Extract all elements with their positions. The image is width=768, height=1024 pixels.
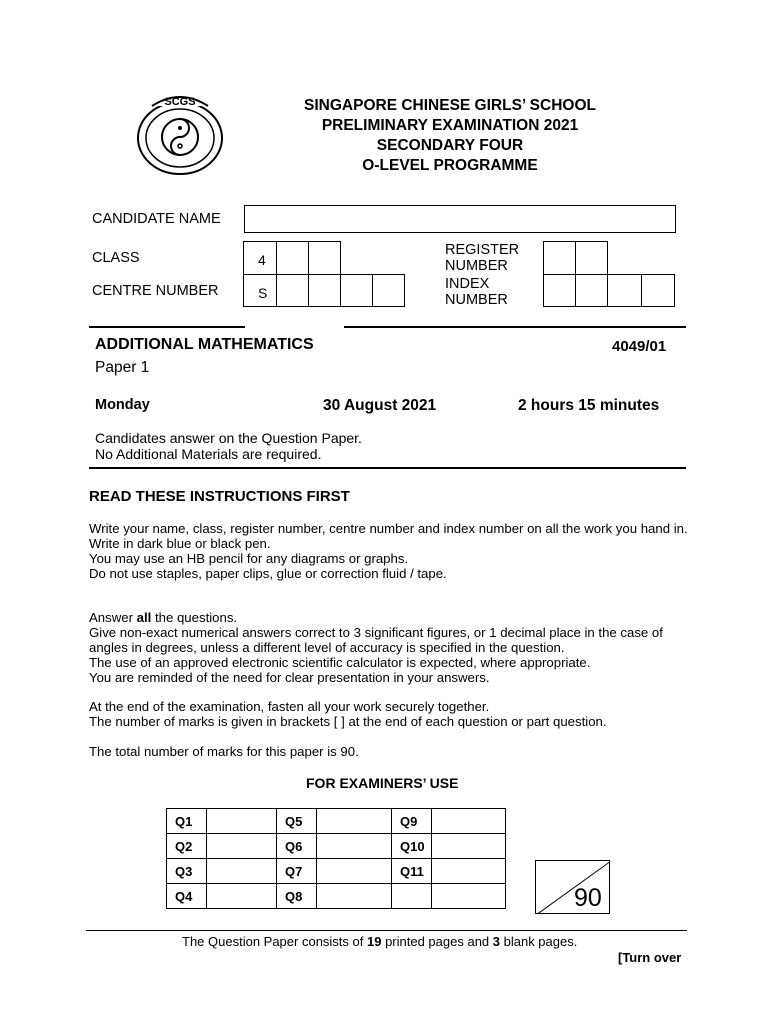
question-label bbox=[392, 884, 432, 909]
score-cell[interactable] bbox=[317, 834, 392, 859]
exam-date: 30 August 2021 bbox=[323, 397, 437, 414]
score-cell[interactable] bbox=[432, 834, 506, 859]
question-label: Q8 bbox=[277, 884, 317, 909]
register-label-line1: REGISTER bbox=[445, 242, 520, 258]
score-cell[interactable] bbox=[317, 809, 392, 834]
score-cell[interactable] bbox=[207, 884, 277, 909]
instruction-line: You may use an HB pencil for any diagrams or graphs. bbox=[89, 551, 409, 566]
question-label: Q6 bbox=[277, 834, 317, 859]
table-row bbox=[167, 834, 506, 859]
index-label-line1: INDEX bbox=[445, 276, 490, 292]
question-label: Q3 bbox=[167, 859, 207, 884]
total-marks-line: The total number of marks for this paper is 90. bbox=[89, 744, 359, 759]
materials-note bbox=[95, 430, 362, 462]
page-count-note bbox=[182, 934, 577, 949]
centre-cell-3[interactable] bbox=[308, 274, 341, 307]
examiners-heading: FOR EXAMINERS’ USE bbox=[306, 775, 459, 791]
school-name: SINGAPORE CHINESE GIRLS’ SCHOOL bbox=[304, 97, 596, 114]
pages-text-1: The Question Paper consists of bbox=[182, 934, 367, 949]
score-cell[interactable] bbox=[432, 809, 506, 834]
paper-code: 4049/01 bbox=[612, 338, 667, 355]
question-label: Q7 bbox=[277, 859, 317, 884]
score-cell[interactable] bbox=[317, 859, 392, 884]
answer-all-line bbox=[89, 610, 699, 625]
centre-cell-4[interactable] bbox=[340, 274, 373, 307]
instruction-line: Give non-exact numerical answers correct to 3 significant figures, or 1 decimal place in the case of angles in degrees, unless a different level of accuracy is specified in the question. bbox=[89, 625, 663, 655]
score-cell[interactable] bbox=[207, 809, 277, 834]
candidate-name-field[interactable] bbox=[244, 205, 676, 233]
score-cell[interactable] bbox=[207, 859, 277, 884]
level-title: SECONDARY FOUR bbox=[376, 137, 524, 154]
score-cell[interactable] bbox=[207, 834, 277, 859]
centre-cell-2[interactable] bbox=[276, 274, 309, 307]
exam-day: Monday bbox=[95, 397, 150, 413]
answer-bold: all bbox=[136, 610, 152, 625]
score-cell[interactable] bbox=[317, 884, 392, 909]
answer-suffix: the questions. bbox=[151, 610, 238, 625]
exam-title: PRELIMINARY EXAMINATION 2021 bbox=[321, 117, 579, 134]
divider-left bbox=[89, 326, 245, 328]
register-label-line2: NUMBER bbox=[445, 258, 508, 274]
question-label: Q4 bbox=[167, 884, 207, 909]
question-label: Q2 bbox=[167, 834, 207, 859]
question-label: Q5 bbox=[277, 809, 317, 834]
question-label: Q10 bbox=[392, 834, 432, 859]
exam-duration: 2 hours 15 minutes bbox=[518, 397, 660, 414]
table-row bbox=[167, 884, 506, 909]
instructions-block-1 bbox=[89, 521, 699, 581]
total-score-max: 90 bbox=[574, 884, 602, 912]
class-cell-2[interactable] bbox=[276, 241, 309, 275]
index-cell-2[interactable] bbox=[575, 274, 608, 307]
instruction-line: The use of an approved electronic scientific calculator is expected, where appropriate. bbox=[89, 655, 591, 670]
class-label: CLASS bbox=[92, 250, 140, 266]
index-cell-3[interactable] bbox=[607, 274, 642, 307]
instruction-line: The number of marks is given in brackets [ ] at the end of each question or part question. bbox=[89, 714, 607, 729]
table-row bbox=[167, 859, 506, 884]
pages-text-2: printed pages and bbox=[381, 934, 493, 949]
class-cell-3[interactable] bbox=[308, 241, 341, 275]
instructions-block-2 bbox=[89, 610, 699, 685]
pages-text-3: blank pages. bbox=[500, 934, 578, 949]
note-line-1: Candidates answer on the Question Paper. bbox=[95, 430, 362, 446]
turn-over-label: [Turn over bbox=[618, 950, 682, 965]
examiners-table bbox=[166, 808, 506, 909]
centre-cell-5[interactable] bbox=[372, 274, 405, 307]
instruction-line: Write your name, class, register number, centre number and index number on all the work you hand in. bbox=[89, 521, 688, 536]
total-score-box[interactable] bbox=[535, 860, 610, 914]
programme-title: O-LEVEL PROGRAMME bbox=[362, 157, 538, 174]
register-number-label bbox=[445, 242, 519, 274]
footer-divider bbox=[86, 930, 687, 931]
question-label: Q1 bbox=[167, 809, 207, 834]
answer-prefix: Answer bbox=[89, 610, 137, 625]
instruction-line: Write in dark blue or black pen. bbox=[89, 536, 271, 551]
register-cell-2[interactable] bbox=[575, 241, 608, 275]
index-label-line2: NUMBER bbox=[445, 292, 508, 308]
table-row bbox=[167, 809, 506, 834]
school-header bbox=[240, 96, 660, 176]
candidate-name-label: CANDIDATE NAME bbox=[92, 211, 221, 227]
blank-count: 3 bbox=[492, 934, 500, 949]
instruction-line: Do not use staples, paper clips, glue or correction fluid / tape. bbox=[89, 566, 447, 581]
centre-cell-1: S bbox=[243, 274, 277, 307]
centre-number-label: CENTRE NUMBER bbox=[92, 283, 219, 299]
instructions-block-3 bbox=[89, 699, 699, 729]
printed-count: 19 bbox=[366, 934, 382, 949]
score-cell[interactable] bbox=[432, 859, 506, 884]
question-label: Q9 bbox=[392, 809, 432, 834]
instructions-heading: READ THESE INSTRUCTIONS FIRST bbox=[89, 488, 350, 505]
index-number-label bbox=[445, 276, 508, 308]
divider-instructions bbox=[89, 467, 686, 469]
divider-right bbox=[344, 326, 686, 328]
question-label: Q11 bbox=[392, 859, 432, 884]
instruction-line: You are reminded of the need for clear presentation in your answers. bbox=[89, 670, 490, 685]
score-cell[interactable] bbox=[432, 884, 506, 909]
register-cell-1[interactable] bbox=[543, 241, 576, 275]
paper-number: Paper 1 bbox=[95, 359, 150, 376]
index-cell-1[interactable] bbox=[543, 274, 576, 307]
instruction-line: At the end of the examination, fasten all your work securely together. bbox=[89, 699, 490, 714]
class-cell-1: 4 bbox=[243, 241, 277, 275]
subject-title: ADDITIONAL MATHEMATICS bbox=[95, 336, 314, 353]
note-line-2: No Additional Materials are required. bbox=[95, 446, 322, 462]
school-crest-logo bbox=[130, 86, 230, 178]
index-cell-4[interactable] bbox=[641, 274, 675, 307]
logo-lettering: SCGS bbox=[164, 96, 196, 108]
